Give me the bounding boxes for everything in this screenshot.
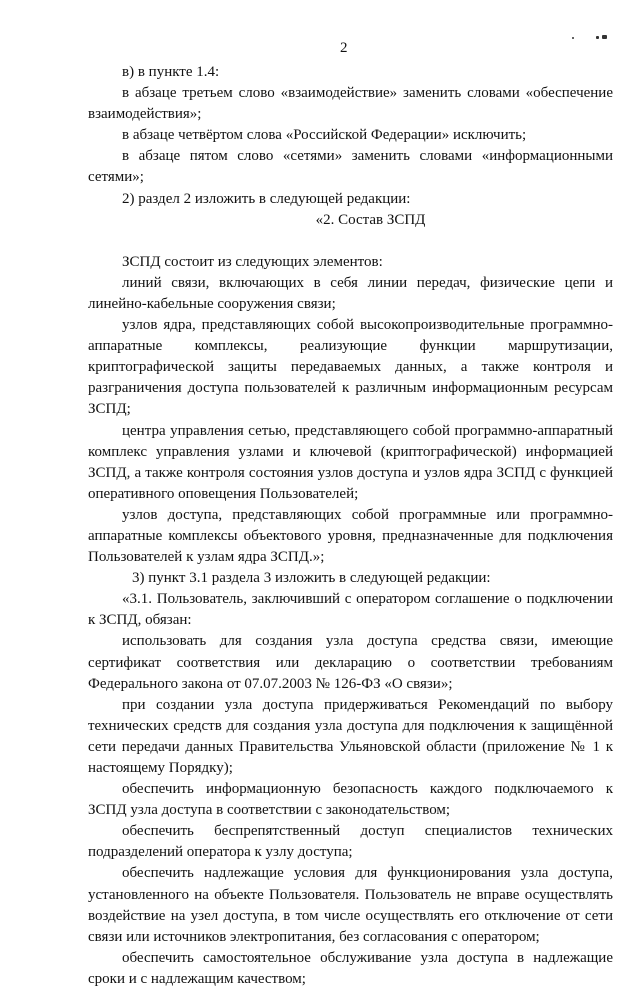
paragraph: 3) пункт 3.1 раздела 3 изложить в следующей редакции:	[132, 570, 491, 587]
paragraph: 2) раздел 2 изложить в следующей редакции:	[122, 190, 411, 207]
paragraph: использовать для создания узла доступа средства связи, имеющие сертификат соответствия или декларацию о соответствии требованиям Федерального закона от 07.07.2003 № 126-ФЗ «О связи»;	[88, 633, 613, 692]
document-body	[88, 62, 613, 990]
paragraph: ЗСПД состоит из следующих элементов:	[122, 253, 383, 270]
paragraph: в абзаце четвёртом слова «Российской Федерации» исключить;	[122, 127, 527, 144]
paragraph: обеспечить самостоятельное обслуживание узла доступа в надлежащие сроки и с надлежащим качеством;	[88, 949, 613, 987]
paragraph: обеспечить информационную безопасность каждого подключаемого к ЗСПД узла доступа в соответствии с законодательством;	[88, 781, 613, 819]
paragraph: при создании узла доступа придерживаться Рекомендаций по выбору технических средств для создания узла доступа для подключения к защищённой сети передачи данных Правительства Ульяновской области (приложение № 1 к настоящему Порядку);	[88, 696, 613, 776]
paragraph: узлов доступа, представляющих собой программные или программно-аппаратные комплексы объектового уровня, предназначенные для подключения Пользователей к узлам ядра ЗСПД.»;	[88, 506, 613, 566]
page-number: 2	[340, 40, 348, 56]
paragraph: центра управления сетью, представляющего собой программно-аппаратный комплекс управления узлами и ключевой (криптографической) информацией ЗСПД, а также контроля состояния узлов доступа и узлов ядра ЗСПД с функцией оперативного оповещения Пользователей;	[88, 422, 613, 502]
paragraph: в абзаце пятом слово «сетями» заменить словами «информационными сетями»;	[88, 148, 613, 186]
paragraph: обеспечить надлежащие условия для функционирования узла доступа, установленного на объекте Пользователя. Пользователь не вправе осуществлять воздействие на узел доступа, в том числе осуществлять его отключение от сети связи или источников электропитания, без согласования с оператором;	[88, 865, 613, 945]
paragraph: линий связи, включающих в себя линии передач, физические цепи и линейно-кабельные сооружения связи;	[88, 274, 613, 312]
scan-mark	[572, 34, 608, 40]
paragraph: обеспечить беспрепятственный доступ специалистов технических подразделений оператора к узлу доступа;	[88, 823, 613, 861]
paragraph: «3.1. Пользователь, заключивший с оператором соглашение о подключении к ЗСПД, обязан:	[88, 591, 613, 629]
paragraph: в) в пункте 1.4:	[122, 64, 220, 80]
spacer	[88, 231, 613, 252]
paragraph: узлов ядра, представляющих собой высокопроизводительные программно-аппаратные комплексы, реализующие функции маршрутизации, криптографической защиты передаваемых данных, а также контроля и разграничения доступа пользователей к различным информационным ресурсам ЗСПД;	[88, 317, 613, 418]
section-heading: «2. Состав ЗСПД	[315, 211, 426, 228]
paragraph: в абзаце третьем слово «взаимодействие» заменить словами «обеспечение взаимодействия»;	[88, 85, 613, 123]
